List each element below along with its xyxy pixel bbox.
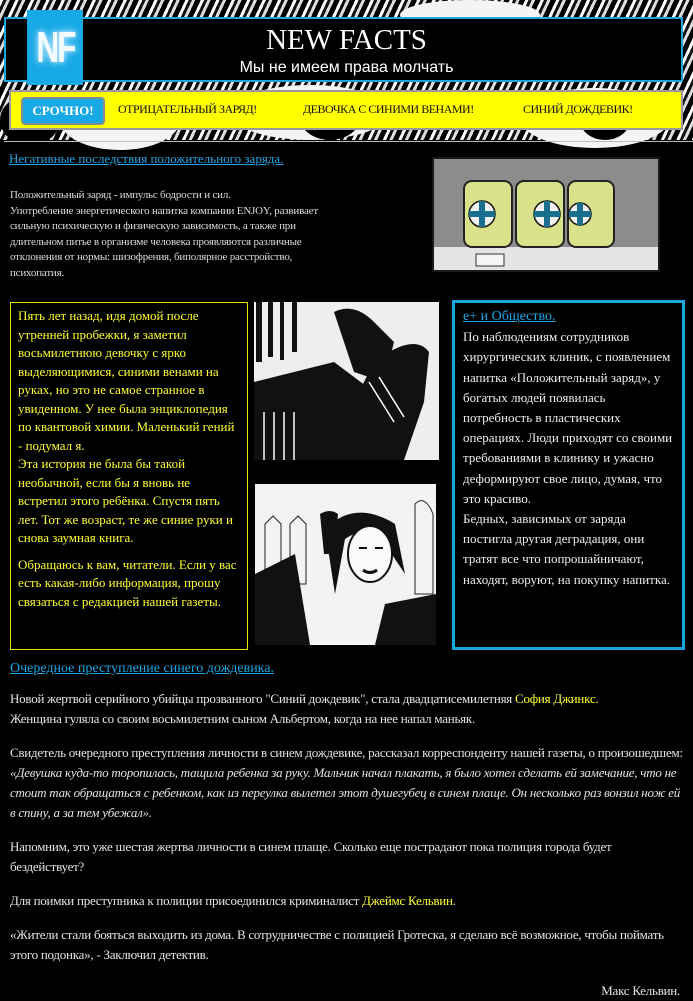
nav-link-blue-veins-girl[interactable]: ДЕВОЧКА С СИНИМИ ВЕНАМИ! xyxy=(303,102,474,116)
article-negative-charge-title[interactable]: Негативные последствия положительного заряда. xyxy=(9,151,284,166)
site-title: NEW FACTS xyxy=(266,24,427,56)
nav-link-negative-charge[interactable]: ОТРИЦАТЕЛЬНЫЙ ЗАРЯД! xyxy=(118,102,257,116)
article-text: Новой жертвой серийного убийцы прозванного "Синий дождевик", стала двадцатисемилетняя xyxy=(10,691,516,706)
body-line: длительном питье в организме человека проявляются различные xyxy=(10,235,302,248)
story-text: Пять лет назад, идя домой после утренней пробежки, я заметил восьмилетнюю девочку с ярко выделяющимися, синими венами на руках, но это не самое странное в увиденном. У нее была энциклопедия по квантовой химии. Маленький гений - подумал я. xyxy=(18,308,235,453)
blue-veins-girl-story xyxy=(10,302,248,650)
header-divider xyxy=(4,141,693,142)
girl-portrait-image xyxy=(255,484,436,645)
victim-name: София Джинкс. xyxy=(515,691,599,706)
body-line: психопатия. xyxy=(10,266,65,279)
story-text: Эта история не была бы такой необычной, если бы я вновь не встретил этого ребёнка. Спустя пять лет. Тот же возраст, те же синие руки и снова заумная книга. xyxy=(18,456,233,545)
body-line: Употребление энергетического напитка компании ENJOY, развивает xyxy=(10,204,318,217)
society-article-box xyxy=(452,300,685,650)
story-paragraph xyxy=(18,307,240,548)
attack-scene-image xyxy=(254,302,439,460)
society-paragraph: По наблюдениям сотрудников хирургических клиник, с появлением напитка «Положительный заряд», у богатых людей появилась потребность в пластических операциях. Люди приходят со своими требованиями в клинику и ужасно деформируют свое лицо, думая, что это красиво. xyxy=(463,329,673,506)
article-paragraph xyxy=(10,891,688,911)
article-text: Свидетель очередного преступления личности в синем дождевике, рассказал корреспонденту нашей газеты, о произошедшем: xyxy=(10,745,683,760)
nav-link-blue-raincoat[interactable]: СИНИЙ ДОЖДЕВИК! xyxy=(523,102,633,116)
article-text: Женщина гуляла со своим восьмилетним сыном Альбертом, когда на нее напал маньяк. xyxy=(10,711,475,726)
energy-drink-cans-image xyxy=(432,157,660,272)
logo-text: NF xyxy=(36,22,74,72)
article-text: . xyxy=(452,893,456,908)
author-signature: Макс Кельвин. xyxy=(601,983,680,998)
top-navigation xyxy=(9,90,683,130)
article-paragraph: Напомним, это уже шестая жертва личности в синем плаще. Сколько еще пострадают пока полиция города будет бездействует? xyxy=(10,839,612,874)
detective-quote: «Жители стали бояться выходить из дома. В сотрудничестве с полицией Гротеска, я сделаю всё возможное, чтобы поймать этого подонка», - Заключил детектив. xyxy=(10,927,664,962)
story-appeal: Обращаюсь к вам, читатели. Если у вас есть какая-либо информация, прошу связаться с редакцией нашей газеты. xyxy=(18,556,237,609)
society-article-title[interactable]: e+ и Общество. xyxy=(463,309,556,324)
article-negative-charge-body xyxy=(10,188,400,282)
article-text: Для поимки преступника к полиции присоединился криминалист xyxy=(10,893,363,908)
blue-raincoat-article-title[interactable]: Очередное преступление синего дождевика. xyxy=(10,661,274,676)
detective-name: Джеймс Кельвин xyxy=(362,893,453,908)
body-line: отклонения от нормы: шизофрения, биполярное расстройство, xyxy=(10,251,293,264)
site-tagline: Мы не имеем права молчать xyxy=(239,59,454,76)
article-paragraph xyxy=(10,689,688,729)
article-paragraph xyxy=(10,743,688,823)
body-line: сильную психическую и физическую зависимость, а также при xyxy=(10,220,296,233)
society-paragraph: Бедных, зависимых от заряда постигла другая деградация, они тратят все что попрошайничают, находят, воруют, на покупку напитка. xyxy=(463,511,670,587)
body-line: Положительный заряд - импульс бодрости и сил. xyxy=(10,189,231,201)
urgent-button[interactable]: СРОЧНО! xyxy=(21,97,105,125)
witness-quote: «Девушка куда-то торопилась, тащила ребенка за руку. Мальчик начал плакать, я было хотел сделать ей замечание, что не стоит так обращаться с ребенком, как из переулка вылетел этот душегубец в синем плаще. Он несколько раз вонзил нож ей в спину, а за тем убежал». xyxy=(10,765,681,820)
blue-raincoat-article xyxy=(10,660,688,1001)
